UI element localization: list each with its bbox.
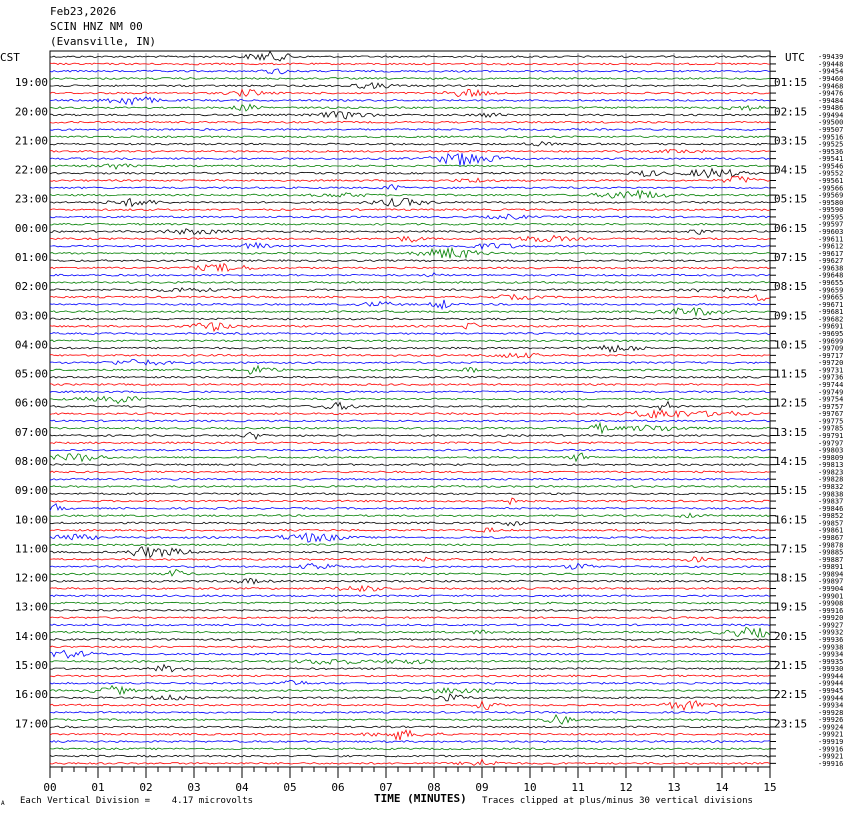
trace-offset-label: -99916 bbox=[818, 759, 844, 768]
trace-offset-label: -99891 bbox=[818, 563, 844, 572]
x-tick-label: 13 bbox=[667, 781, 681, 794]
trace-offset-label: -99861 bbox=[818, 526, 844, 535]
trace-line bbox=[50, 142, 770, 146]
left-hour-label: 03:00 bbox=[14, 309, 48, 323]
right-hour-label: 17:15 bbox=[774, 542, 808, 556]
trace-line bbox=[50, 486, 770, 488]
trace-line bbox=[50, 282, 770, 284]
left-hour-label: 19:00 bbox=[14, 76, 48, 90]
trace-line bbox=[50, 423, 770, 433]
left-hour-label: 00:00 bbox=[14, 221, 48, 235]
left-hour-label: 16:00 bbox=[14, 688, 48, 702]
trace-line bbox=[50, 353, 770, 358]
trace-offset-label: -99691 bbox=[818, 322, 844, 331]
trace-line bbox=[50, 617, 770, 619]
trace-line bbox=[50, 410, 770, 418]
x-tick-label: 04 bbox=[235, 781, 249, 794]
x-tick-label: 05 bbox=[283, 781, 297, 794]
trace-line bbox=[50, 260, 770, 262]
x-tick-label: 14 bbox=[715, 781, 729, 794]
trace-offset-label: -99612 bbox=[818, 242, 844, 251]
right-hour-label: 11:15 bbox=[774, 367, 808, 381]
trace-offset-label: -99566 bbox=[818, 184, 844, 193]
trace-offset-label: -99699 bbox=[818, 337, 844, 346]
trace-offset-label: -99749 bbox=[818, 388, 844, 397]
trace-line bbox=[50, 150, 770, 153]
trace-line bbox=[50, 660, 770, 665]
trace-line bbox=[50, 83, 770, 89]
trace-line bbox=[50, 624, 770, 626]
trace-line bbox=[50, 273, 770, 277]
x-tick-label: 07 bbox=[379, 781, 393, 794]
trace-offset-label: -99720 bbox=[818, 359, 844, 368]
trace-line bbox=[50, 646, 770, 648]
trace-offset-label: -99908 bbox=[818, 599, 844, 608]
trace-line bbox=[50, 229, 770, 235]
trace-offset-label: -99935 bbox=[818, 657, 844, 666]
trace-line bbox=[50, 547, 770, 558]
left-hour-label: 07:00 bbox=[14, 425, 48, 439]
right-hour-label: 07:15 bbox=[774, 251, 808, 264]
trace-line bbox=[50, 432, 770, 439]
trace-offset-label: -99932 bbox=[818, 628, 844, 637]
trace-line bbox=[50, 602, 770, 604]
trace-offset-label: -99439 bbox=[818, 53, 844, 62]
trace-offset-label: -99561 bbox=[818, 177, 844, 185]
trace-offset-label: -99736 bbox=[818, 373, 844, 382]
trace-offset-label: -99552 bbox=[818, 169, 844, 178]
trace-offset-label: -99775 bbox=[818, 417, 844, 426]
trace-line bbox=[50, 748, 770, 750]
trace-offset-label: -99926 bbox=[818, 716, 844, 725]
trace-offset-label: -99916 bbox=[818, 606, 844, 615]
trace-offset-label: -99837 bbox=[818, 497, 844, 506]
trace-line bbox=[50, 665, 770, 672]
left-hour-label: 11:00 bbox=[14, 542, 48, 556]
trace-line bbox=[50, 214, 770, 219]
trace-line bbox=[50, 169, 770, 178]
trace-line bbox=[50, 104, 770, 111]
right-hour-label: 09:15 bbox=[774, 309, 808, 323]
trace-line bbox=[50, 570, 770, 576]
trace-line bbox=[50, 522, 770, 526]
trace-line bbox=[50, 294, 770, 300]
trace-line bbox=[50, 464, 770, 466]
x-tick-label: 11 bbox=[571, 781, 585, 794]
x-tick-label: 12 bbox=[619, 781, 633, 794]
trace-line bbox=[50, 504, 770, 511]
right-hour-label: 15:15 bbox=[774, 484, 808, 498]
trace-offset-label: -99525 bbox=[818, 140, 844, 149]
trace-offset-label: -99916 bbox=[818, 745, 844, 754]
trace-offset-label: -99857 bbox=[818, 519, 844, 528]
trace-offset-label: -99717 bbox=[818, 351, 844, 360]
trace-offset-label: -99648 bbox=[818, 271, 844, 280]
left-hour-label: 12:00 bbox=[14, 571, 48, 585]
trace-line bbox=[50, 712, 770, 714]
trace-offset-label: -99797 bbox=[818, 439, 844, 448]
trace-offset-label: -99681 bbox=[818, 308, 844, 317]
trace-offset-label: -99832 bbox=[818, 483, 844, 491]
left-hour-label: 23:00 bbox=[14, 192, 48, 206]
trace-line bbox=[50, 402, 770, 411]
trace-line bbox=[50, 318, 770, 320]
trace-line bbox=[50, 701, 770, 710]
trace-offset-label: -99878 bbox=[818, 541, 844, 550]
trace-line bbox=[50, 176, 770, 182]
trace-line bbox=[50, 563, 770, 569]
right-hour-label: 21:15 bbox=[774, 659, 808, 672]
trace-line bbox=[50, 243, 770, 249]
left-hour-label: 20:00 bbox=[14, 105, 48, 119]
right-hour-label: 16:15 bbox=[774, 513, 808, 527]
trace-line bbox=[50, 164, 770, 169]
trace-offset-label: -99536 bbox=[818, 147, 844, 156]
trace-offset-label: -99590 bbox=[818, 206, 844, 215]
left-hour-label: 22:00 bbox=[14, 163, 48, 177]
trace-offset-label: -99744 bbox=[818, 381, 844, 389]
trace-offset-label: -99757 bbox=[818, 402, 844, 411]
footer-scale: Each Vertical Division = 4.17 microvolts bbox=[20, 796, 253, 806]
trace-offset-label: -99597 bbox=[818, 220, 844, 229]
footer-clip: Traces clipped at plus/minus 30 vertical divisions bbox=[482, 796, 753, 806]
trace-line bbox=[50, 384, 770, 386]
trace-line bbox=[50, 493, 770, 495]
left-hour-label: 10:00 bbox=[14, 513, 48, 527]
right-hour-label: 06:15 bbox=[774, 221, 808, 235]
trace-offset-label: -99928 bbox=[818, 708, 844, 717]
trace-line bbox=[50, 650, 770, 658]
trace-line bbox=[50, 578, 770, 584]
trace-line bbox=[50, 288, 770, 292]
trace-line bbox=[50, 396, 770, 403]
trace-offset-label: -99754 bbox=[818, 395, 844, 404]
right-hour-label: 08:15 bbox=[774, 280, 808, 294]
trace-line bbox=[50, 69, 770, 74]
trace-line bbox=[50, 610, 770, 612]
trace-line bbox=[50, 89, 770, 96]
trace-line bbox=[50, 449, 770, 451]
x-tick-label: 03 bbox=[187, 781, 201, 794]
right-hour-label: 14:15 bbox=[774, 455, 808, 468]
right-hour-label: 20:15 bbox=[774, 629, 808, 643]
trace-line bbox=[50, 453, 770, 461]
right-hour-label: 05:15 bbox=[774, 192, 808, 206]
right-hour-label: 12:15 bbox=[774, 396, 808, 410]
right-hour-label: 10:15 bbox=[774, 338, 808, 352]
trace-offset-label: -99541 bbox=[818, 155, 844, 164]
right-hour-label: 03:15 bbox=[774, 134, 808, 148]
left-hour-label: 15:00 bbox=[14, 659, 48, 672]
trace-offset-label: -99924 bbox=[818, 723, 844, 732]
trace-offset-label: -99580 bbox=[818, 198, 844, 207]
header-date: Feb23,2026 bbox=[50, 5, 117, 18]
left-hour-label: 04:00 bbox=[14, 338, 48, 352]
trace-offset-label: -99930 bbox=[818, 665, 844, 674]
trace-offset-label: -99494 bbox=[818, 111, 844, 120]
trace-offset-label: -99682 bbox=[818, 315, 844, 324]
trace-offset-label: -99603 bbox=[818, 228, 844, 236]
trace-offset-label: -99638 bbox=[818, 264, 844, 273]
trace-line bbox=[50, 345, 770, 351]
trace-offset-label: -99919 bbox=[818, 738, 844, 746]
trace-line bbox=[50, 639, 770, 641]
x-tick-label: 01 bbox=[91, 781, 105, 794]
trace-line bbox=[50, 340, 770, 342]
trace-offset-label: -99569 bbox=[818, 191, 844, 200]
trace-offset-label: -99921 bbox=[818, 730, 844, 739]
x-tick-label: 02 bbox=[139, 781, 153, 794]
trace-line bbox=[50, 694, 770, 701]
trace-line bbox=[50, 544, 770, 546]
trace-offset-label: -99659 bbox=[818, 286, 844, 295]
trace-offset-label: -99731 bbox=[818, 366, 844, 375]
trace-offset-label: -99887 bbox=[818, 555, 844, 564]
x-tick-label: 06 bbox=[331, 781, 345, 794]
trace-offset-label: -99627 bbox=[818, 257, 844, 266]
x-tick-label: 10 bbox=[523, 781, 537, 794]
x-tick-label: 08 bbox=[427, 781, 441, 794]
trace-offset-label: -99595 bbox=[818, 213, 844, 222]
header-location: (Evansville, IN) bbox=[50, 35, 156, 48]
trace-offset-label: -99823 bbox=[818, 468, 844, 477]
trace-offset-label: -99885 bbox=[818, 548, 844, 557]
trace-line bbox=[50, 442, 770, 444]
trace-offset-label: -99500 bbox=[818, 118, 844, 127]
left-timezone: CST bbox=[0, 51, 20, 64]
trace-offset-label: -99468 bbox=[818, 82, 844, 91]
trace-offset-label: -99945 bbox=[818, 687, 844, 695]
trace-offset-label: -99927 bbox=[818, 621, 844, 630]
right-hour-label: 23:15 bbox=[774, 717, 808, 731]
trace-offset-label: -99904 bbox=[818, 585, 844, 593]
right-hour-label: 04:15 bbox=[774, 163, 808, 177]
trace-line bbox=[50, 420, 770, 422]
trace-offset-label: -99785 bbox=[818, 424, 844, 433]
trace-line bbox=[50, 51, 770, 61]
trace-line bbox=[50, 185, 770, 190]
trace-offset-label: -99671 bbox=[818, 300, 844, 309]
trace-offset-label: -99809 bbox=[818, 453, 844, 462]
trace-line bbox=[50, 209, 770, 211]
trace-line bbox=[50, 264, 770, 272]
trace-line bbox=[50, 755, 770, 757]
trace-offset-label: -99803 bbox=[818, 446, 844, 455]
trace-line bbox=[50, 478, 770, 480]
trace-offset-label: -99476 bbox=[818, 89, 844, 98]
trace-line bbox=[50, 675, 770, 677]
left-hour-label: 17:00 bbox=[14, 717, 48, 731]
trace-offset-label: -99920 bbox=[818, 614, 844, 623]
trace-offset-label: -99934 bbox=[818, 650, 844, 659]
trace-offset-label: -99507 bbox=[818, 126, 844, 134]
trace-line bbox=[50, 360, 770, 366]
trace-offset-label: -99813 bbox=[818, 461, 844, 470]
trace-offset-label: -99838 bbox=[818, 490, 844, 499]
right-hour-label: 22:15 bbox=[774, 688, 808, 702]
trace-offset-label: -99934 bbox=[818, 701, 844, 710]
trace-line bbox=[50, 248, 770, 258]
trace-offset-label: -99828 bbox=[818, 475, 844, 484]
right-hour-label: 13:15 bbox=[774, 425, 808, 439]
trace-line bbox=[50, 391, 770, 393]
trace-offset-label: -99944 bbox=[818, 694, 844, 703]
header-station: SCIN HNZ NM 00 bbox=[50, 20, 143, 33]
trace-line bbox=[50, 366, 770, 375]
trace-line bbox=[50, 680, 770, 684]
x-tick-label: 09 bbox=[475, 781, 489, 794]
trace-line bbox=[50, 471, 770, 473]
footer-mark: A bbox=[1, 800, 5, 807]
trace-line bbox=[50, 300, 770, 309]
x-axis-title: TIME (MINUTES) bbox=[374, 792, 467, 805]
trace-line bbox=[50, 136, 770, 138]
trace-offset-label: -99484 bbox=[818, 96, 844, 105]
trace-line bbox=[50, 730, 770, 740]
trace-line bbox=[50, 715, 770, 724]
trace-offset-label: -99921 bbox=[818, 752, 844, 761]
x-tick-label: 15 bbox=[763, 781, 777, 794]
trace-line bbox=[50, 528, 770, 532]
trace-offset-label: -99486 bbox=[818, 104, 844, 113]
trace-offset-label: -99611 bbox=[818, 235, 844, 244]
trace-offset-label: -99709 bbox=[818, 344, 844, 353]
trace-offset-label: -99655 bbox=[818, 279, 844, 287]
trace-offset-label: -99852 bbox=[818, 512, 844, 521]
trace-line bbox=[50, 308, 770, 316]
trace-line bbox=[50, 376, 770, 378]
left-hour-label: 08:00 bbox=[14, 455, 48, 468]
trace-line bbox=[50, 223, 770, 225]
left-hour-label: 01:00 bbox=[14, 251, 48, 264]
x-tick-label: 00 bbox=[43, 781, 57, 794]
trace-line bbox=[50, 153, 770, 165]
trace-line bbox=[50, 513, 770, 518]
trace-offset-label: -99665 bbox=[818, 293, 844, 302]
right-hour-label: 19:15 bbox=[774, 600, 808, 614]
trace-offset-label: -99894 bbox=[818, 570, 844, 579]
trace-line bbox=[50, 78, 770, 80]
trace-line bbox=[50, 191, 770, 199]
trace-line bbox=[50, 533, 770, 542]
trace-line bbox=[50, 112, 770, 120]
trace-line bbox=[50, 236, 770, 243]
right-timezone: UTC bbox=[785, 51, 805, 64]
trace-line bbox=[50, 759, 770, 765]
trace-line bbox=[50, 627, 770, 637]
trace-offset-label: -99846 bbox=[818, 504, 844, 513]
right-hour-label: 02:15 bbox=[774, 105, 808, 119]
trace-offset-label: -99901 bbox=[818, 592, 844, 601]
trace-offset-label: -99767 bbox=[818, 410, 844, 419]
left-hour-label: 09:00 bbox=[14, 484, 48, 498]
trace-line bbox=[50, 741, 770, 743]
trace-line bbox=[50, 129, 770, 131]
trace-offset-label: -99546 bbox=[818, 162, 844, 171]
trace-offset-label: -99460 bbox=[818, 75, 844, 83]
right-hour-label: 18:15 bbox=[774, 571, 808, 585]
left-hour-label: 06:00 bbox=[14, 396, 48, 410]
trace-line bbox=[50, 97, 770, 105]
trace-offset-label: -99695 bbox=[818, 330, 844, 338]
trace-offset-label: -99944 bbox=[818, 672, 844, 681]
left-hour-label: 02:00 bbox=[14, 280, 48, 294]
trace-offset-label: -99938 bbox=[818, 643, 844, 652]
trace-offset-label: -99791 bbox=[818, 432, 844, 440]
left-hour-label: 05:00 bbox=[14, 367, 48, 381]
trace-offset-label: -99867 bbox=[818, 534, 844, 542]
trace-line bbox=[50, 586, 770, 592]
trace-line bbox=[50, 557, 770, 562]
trace-line bbox=[50, 63, 770, 65]
trace-line bbox=[50, 726, 770, 728]
trace-line bbox=[50, 686, 770, 695]
left-hour-label: 21:00 bbox=[14, 134, 48, 148]
right-hour-label: 01:15 bbox=[774, 76, 808, 90]
trace-offset-label: -99944 bbox=[818, 679, 844, 688]
trace-line bbox=[50, 323, 770, 331]
trace-offset-label: -99448 bbox=[818, 60, 844, 69]
trace-line bbox=[50, 498, 770, 504]
left-hour-label: 14:00 bbox=[14, 629, 48, 643]
trace-offset-label: -99454 bbox=[818, 67, 844, 76]
left-hour-label: 13:00 bbox=[14, 600, 48, 614]
trace-offset-label: -99897 bbox=[818, 577, 844, 586]
trace-offset-label: -99936 bbox=[818, 636, 844, 644]
trace-offset-label: -99617 bbox=[818, 249, 844, 258]
trace-line bbox=[50, 595, 770, 597]
trace-offset-label: -99516 bbox=[818, 133, 844, 142]
trace-line bbox=[50, 121, 770, 123]
trace-line bbox=[50, 198, 770, 206]
trace-line bbox=[50, 333, 770, 335]
